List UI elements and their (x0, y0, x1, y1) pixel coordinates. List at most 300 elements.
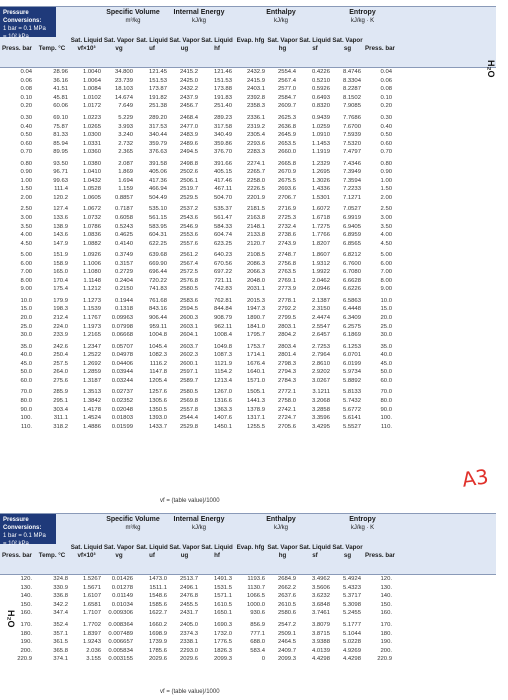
table-cell: 1491.3 (213, 576, 232, 583)
table-cell: 2415.9 (246, 77, 265, 84)
table-cell: 0.20 (20, 103, 32, 110)
table-cell: 1.00 (20, 177, 32, 184)
table-cell: 2569.8 (179, 397, 198, 404)
group-unit: m³/kg (125, 525, 141, 531)
table-cell: 405.06 (148, 169, 167, 176)
table-cell: 0.10 (20, 94, 32, 101)
table-cell: 2338.1 (179, 639, 198, 646)
table-cell: 1.0102 (82, 94, 101, 101)
table-cell: 40.0 (380, 352, 392, 359)
table-cell: 1317.1 (246, 415, 265, 422)
table-cell: 173.87 (148, 86, 167, 93)
table-cell: 1.0836 (82, 232, 101, 239)
table-cell: 1.3513 (82, 389, 101, 396)
table-cell: 361.5 (53, 639, 68, 646)
table-cell: 2716.9 (277, 206, 296, 213)
table-cell: 6.5863 (342, 297, 361, 304)
table-cell: 741.83 (148, 286, 167, 293)
table-cell: 3.9388 (311, 639, 330, 646)
table-cell: 1650.1 (213, 610, 232, 617)
group-title: Specific Volume (106, 516, 160, 523)
col-sg: Sat. Vapor sg (332, 544, 363, 559)
table-cell: 0.30 (380, 115, 392, 121)
table-cell: 376.70 (213, 149, 232, 156)
table-cell: 2665.8 (277, 160, 296, 167)
table-cell: 2763.5 (277, 269, 296, 276)
table-cell: 45.81 (53, 94, 68, 101)
table-row (0, 368, 496, 377)
pressure-conversion-box (0, 514, 56, 547)
table-cell: 2456.7 (179, 103, 198, 110)
table-cell: 2594.5 (179, 306, 198, 313)
table-cell: 2.0462 (311, 277, 330, 284)
table-cell: 0.006657 (108, 639, 133, 646)
table-cell: 2392.8 (246, 94, 265, 101)
table-cell: 535.10 (148, 206, 167, 213)
table-cell: 138.9 (53, 223, 68, 230)
table-cell: 2181.5 (246, 206, 265, 213)
table-cell: 1753.7 (246, 343, 265, 350)
table-cell: 417.46 (213, 177, 232, 184)
table-row (0, 297, 496, 306)
table-cell: 2602.3 (179, 352, 198, 359)
table-cell: 1.5301 (311, 194, 330, 201)
table-cell: 7.7686 (342, 115, 361, 121)
col-hfg: Evap. hfg (236, 544, 265, 551)
table-cell: 359.86 (213, 140, 232, 147)
table-cell: 3.6232 (311, 593, 330, 600)
table-cell: 8.00 (20, 277, 32, 284)
table-cell: 2.6457 (311, 332, 330, 339)
table-row (0, 122, 496, 131)
table-cell: 96.71 (53, 169, 68, 176)
table-cell: 2506.1 (179, 177, 198, 184)
table-cell: 2.732 (118, 140, 133, 147)
table-cell: 7.1271 (342, 194, 361, 201)
table-cell: 2066.3 (246, 269, 265, 276)
table-row (0, 584, 496, 593)
table-cell: 1.0432 (82, 177, 101, 184)
col-temp: Temp. °C (38, 45, 66, 52)
table-cell: 1255.5 (246, 423, 265, 430)
table-cell: 1407.6 (213, 415, 232, 422)
table-cell: 2636.8 (277, 123, 296, 130)
table-cell: 2099.3 (277, 656, 296, 663)
table-cell: 275.6 (53, 377, 68, 384)
table-cell: 6.0199 (342, 360, 361, 367)
table-row (0, 239, 496, 248)
table-cell: 45.0 (380, 360, 392, 367)
table-cell: 2576.8 (179, 277, 198, 284)
table-cell: 1.2692 (82, 360, 101, 367)
table-cell: 2031.1 (246, 286, 265, 293)
table-cell: 5.2455 (342, 610, 361, 617)
table-cell: 2693.6 (277, 186, 296, 193)
table-cell: 0.90 (380, 169, 392, 176)
col-sf: Sat. Liquid sf (299, 544, 331, 559)
table-row (0, 285, 496, 294)
table-cell: 2.365 (118, 149, 133, 156)
table-cell: 25.0 (20, 323, 32, 330)
table-cell: 1.7275 (311, 223, 330, 230)
table-cell: 160. (380, 610, 392, 617)
table-cell: 2546.9 (179, 223, 198, 230)
table-cell: 34.800 (114, 69, 133, 76)
table-cell: 7.4797 (342, 149, 361, 156)
table-row (0, 277, 496, 286)
table-cell: 5.3098 (342, 601, 361, 608)
table-cell: 2609.7 (277, 103, 296, 110)
table-cell: 417.36 (148, 177, 167, 184)
table-row (0, 629, 496, 638)
table-cell: 1571.1 (213, 593, 232, 600)
table-cell: 5.7432 (342, 397, 361, 404)
table-cell: 7.4346 (342, 160, 361, 167)
table-cell: 9.00 (20, 286, 32, 293)
table-cell: 2724.7 (277, 415, 296, 422)
table-cell: 1.1006 (82, 260, 101, 267)
table-cell: 191.82 (148, 94, 167, 101)
table-cell: 2557.8 (179, 406, 198, 413)
table-cell: 2483.9 (179, 132, 198, 139)
table-cell: 930.6 (250, 610, 265, 617)
table-cell: 2572.5 (179, 269, 198, 276)
table-cell: 8.4746 (342, 69, 361, 76)
table-cell: 2584.7 (277, 94, 296, 101)
table-cell: 1.4886 (82, 423, 101, 430)
table-cell: 3.993 (118, 123, 133, 130)
table-cell: 1.4524 (82, 415, 101, 422)
table-cell: 151.53 (148, 77, 167, 84)
table-cell: 844.84 (213, 306, 232, 313)
table-row (0, 621, 496, 630)
table-cell: 2794.3 (277, 369, 296, 376)
col-vf: Sat. Liquid vf×10³ (70, 544, 103, 559)
table-cell: 2804.2 (277, 332, 296, 339)
table-cell: 1257.6 (148, 389, 167, 396)
table-cell: 1.2329 (311, 160, 330, 167)
group-unit: kJ/kg (191, 18, 206, 24)
table-cell: 140. (380, 593, 392, 600)
table-cell: 2675.5 (277, 177, 296, 184)
table-cell: 1.2695 (311, 169, 330, 176)
table-cell: 2437.9 (179, 94, 198, 101)
table-cell: 5.229 (118, 115, 133, 121)
table-cell: 2600.1 (179, 360, 198, 367)
table-cell: 35.0 (380, 343, 392, 350)
table-cell: 962.11 (214, 323, 232, 330)
table-cell: 1116.2 (149, 360, 167, 367)
table-cell: 2580.5 (179, 286, 198, 293)
table-cell: 264.0 (53, 369, 68, 376)
table-cell: 1585.6 (148, 601, 167, 608)
table-cell: 0.3157 (114, 260, 133, 267)
table-cell: 1548.6 (148, 593, 167, 600)
table-row (0, 322, 496, 331)
table-cell: 0.7187 (114, 206, 133, 213)
table-row (0, 305, 496, 314)
table-cell: 110. (380, 423, 392, 430)
table-cell: 5.4924 (342, 576, 361, 583)
table-cell: 2029.6 (148, 656, 167, 663)
table-cell: 1.0672 (82, 206, 101, 213)
table-cell: 2544.4 (179, 415, 198, 422)
table-cell: 0.20 (380, 103, 392, 110)
table-cell: 1.50 (20, 186, 32, 193)
table-cell: 1.0528 (82, 186, 101, 193)
table-cell: 180. (380, 630, 392, 637)
table-cell: 7.9085 (342, 103, 361, 110)
table-cell: 70.0 (20, 389, 32, 396)
table-cell: 2773.9 (277, 286, 296, 293)
table-cell: 720.22 (148, 277, 167, 284)
table-cell: 1.0064 (82, 77, 101, 84)
table-cell: 7.5320 (342, 140, 361, 147)
table-cell: 6.0701 (342, 352, 361, 359)
table-cell: 5.3717 (342, 593, 361, 600)
table-row (0, 592, 496, 601)
table-cell: 584.33 (213, 223, 232, 230)
table-row (0, 360, 496, 369)
group-internal-energy (166, 9, 232, 25)
table-cell: 20.0 (20, 315, 32, 322)
table-cell: 150. (20, 601, 32, 608)
table-cell: 1121.9 (214, 360, 232, 367)
table-cell: 2529.8 (179, 423, 198, 430)
table-cell: 4.4298 (342, 656, 361, 663)
table-cell: 160. (20, 610, 32, 617)
table-cell: 3.155 (86, 656, 101, 663)
table-cell: 2120.7 (246, 240, 265, 247)
table-cell: 2653.5 (277, 140, 296, 147)
table-cell: 2.50 (20, 206, 32, 213)
table-cell: 0.1944 (114, 297, 133, 304)
table-cell: 0.8320 (311, 103, 330, 110)
table-cell: 220.9 (17, 656, 32, 663)
group-unit: kJ/kg · K (350, 18, 375, 24)
table-cell: 1.8207 (311, 240, 330, 247)
table-cell: 1795.7 (246, 332, 265, 339)
table-cell: 906.44 (148, 315, 167, 322)
table-cell: 120.2 (53, 194, 68, 201)
table-cell: 2163.8 (246, 215, 265, 222)
table-cell: 30.0 (20, 332, 32, 339)
table-cell: 2476.8 (179, 593, 198, 600)
table-cell: 2432.9 (246, 69, 265, 76)
table-row (0, 414, 496, 423)
table-cell: 2.3150 (311, 306, 330, 313)
table-cell: 2265.7 (246, 169, 265, 176)
group-specific-volume (100, 9, 166, 25)
table-cell: 2529.5 (179, 194, 198, 201)
table-cell: 1.2859 (82, 369, 101, 376)
table-cell: 23.739 (114, 77, 133, 84)
table-cell: 0.60 (20, 140, 32, 147)
table-cell: 2580.5 (179, 389, 198, 396)
table-row (0, 159, 496, 168)
table-cell: 251.38 (148, 103, 167, 110)
table-cell: 6.1869 (342, 332, 361, 339)
table-cell: 2403.1 (246, 86, 265, 93)
table-header (0, 6, 496, 68)
table-cell: 1.7766 (311, 232, 330, 239)
table-cell: 100. (20, 415, 32, 422)
table-cell: 1511.1 (149, 584, 167, 591)
table-cell: 1.0259 (311, 123, 330, 130)
table-cell: 285.9 (53, 389, 68, 396)
table-cell: 0.4625 (114, 232, 133, 239)
table-row (0, 251, 496, 260)
table-cell: 2133.8 (246, 232, 265, 239)
table-cell: 3.6848 (311, 601, 330, 608)
table-cell: 1.2347 (82, 343, 101, 350)
table-row (0, 131, 496, 140)
table-cell: 60.06 (53, 103, 68, 110)
table-row (0, 139, 496, 148)
table-cell: 4.50 (380, 240, 392, 247)
table-cell: 89.95 (53, 149, 68, 156)
group-title: Specific Volume (106, 9, 160, 16)
table-cell: 2798.3 (277, 360, 296, 367)
table-cell: 1213.4 (213, 377, 232, 384)
table-cell: 1.0926 (82, 252, 101, 259)
table-cell: 1.8607 (311, 252, 330, 259)
table-cell: 1378.9 (246, 406, 265, 413)
table-cell: 1.694 (118, 177, 133, 184)
table-row (0, 205, 496, 214)
table-cell: 2660.0 (277, 149, 296, 156)
table-cell: 5.00 (380, 252, 392, 259)
table-cell: 2769.1 (277, 277, 296, 284)
table-cell: 0.01278 (111, 584, 133, 591)
table-cell: 3.7461 (311, 610, 330, 617)
col-sg: Sat. Vapor sg (332, 37, 363, 52)
table-cell: 0.06668 (111, 332, 133, 339)
table-cell: 6.6226 (342, 286, 361, 293)
table-cell: 0.10 (380, 94, 392, 101)
table-cell: 303.4 (53, 406, 68, 413)
table-cell: 85.94 (53, 140, 68, 147)
table-cell: 200. (380, 647, 392, 654)
table-cell: 1305.6 (148, 397, 167, 404)
table-cell: 8.1502 (342, 94, 361, 101)
table-cell: 347.4 (53, 610, 68, 617)
table-cell: 0.6493 (311, 94, 330, 101)
table-cell: 1.0605 (82, 194, 101, 201)
table-cell: 2409.7 (277, 647, 296, 654)
table-cell: 1.0172 (82, 103, 101, 110)
table-cell: 1450.1 (213, 423, 232, 430)
table-cell: 6.9405 (342, 223, 361, 230)
table-cell: 0.80 (20, 160, 32, 167)
table-cell: 2.00 (20, 194, 32, 201)
table-cell: 2547.2 (277, 622, 296, 628)
table-cell: 5.00 (20, 252, 32, 259)
table-cell: 151.9 (53, 252, 68, 259)
table-cell: 0.8857 (114, 194, 133, 201)
table-cell: 1.50 (380, 186, 392, 193)
table-cell: 2778.1 (277, 297, 296, 304)
table-cell: 604.31 (148, 232, 167, 239)
table-cell: 1.9243 (82, 639, 101, 646)
table-cell: 324.8 (53, 576, 68, 583)
table-cell: 6.1253 (342, 343, 361, 350)
table-cell: 2567.4 (277, 77, 296, 84)
table-cell: 1.1212 (82, 286, 101, 293)
table-cell: 2431.7 (179, 610, 198, 617)
table-cell: 90.0 (380, 406, 392, 413)
table-cell: 15.0 (380, 306, 392, 313)
table-cell: 1154.2 (214, 369, 232, 376)
table-cell: 2732.4 (277, 223, 296, 230)
table-cell: 2.7253 (311, 343, 330, 350)
group-entropy (330, 9, 395, 25)
table-cell: 4.4298 (311, 656, 330, 663)
table-cell: 6.7600 (342, 260, 361, 267)
table-cell: 1.0084 (82, 86, 101, 93)
table-cell: 2455.5 (179, 601, 198, 608)
table-cell: 1947.3 (246, 306, 265, 313)
table-cell: 121.46 (213, 69, 232, 76)
table-cell: 742.83 (213, 286, 232, 293)
table-cell: 357.1 (53, 630, 68, 637)
group-title: Enthalpy (266, 9, 296, 16)
table-cell: 2803.4 (277, 343, 296, 350)
table-cell: 2604.1 (179, 332, 198, 339)
table-cell: 30.0 (380, 332, 392, 339)
table-cell: 0.60 (380, 140, 392, 147)
table-cell: 352.4 (53, 622, 68, 628)
table-cell: 669.90 (148, 260, 167, 267)
table-cell: 2583.6 (179, 297, 198, 304)
table-cell: 2603.1 (179, 323, 198, 330)
table-cell: 0.007489 (108, 630, 133, 637)
table-cell: 2.9202 (311, 369, 330, 376)
table-cell: 2048.0 (246, 277, 265, 284)
table-cell: 2.00 (380, 194, 392, 201)
table-cell: 2705.6 (277, 423, 296, 430)
table-cell: 2725.3 (277, 215, 296, 222)
table-cell: 2489.6 (179, 140, 198, 147)
table-cell: 2293.6 (246, 140, 265, 147)
table-cell: 2.50 (380, 206, 392, 213)
table-row (0, 222, 496, 231)
table-cell: 1.869 (118, 169, 133, 176)
table-cell: 583.95 (148, 223, 167, 230)
table-cell: 0.50 (380, 132, 392, 139)
table-cell: 374.1 (53, 656, 68, 663)
table-row (0, 609, 496, 618)
table-cell: 1505.1 (246, 389, 265, 396)
table-cell: 2.5547 (311, 323, 330, 330)
table-cell: 2784.3 (277, 377, 296, 384)
table-cell: 1.0786 (82, 223, 101, 230)
table-cell: 1.0882 (82, 240, 101, 247)
col-press-right: Press. bar (365, 552, 395, 559)
group-title: Entropy (349, 9, 376, 16)
table-row (0, 601, 496, 610)
table-cell: 1.8397 (82, 630, 101, 637)
table-cell: 1.0265 (82, 123, 101, 130)
conversion-title: Pressure Conversions: (3, 517, 42, 531)
table-cell: 0.50 (20, 132, 32, 139)
handwritten-mark: A3 (460, 464, 490, 492)
table-cell: 200. (20, 647, 32, 654)
table-row (0, 331, 496, 340)
conversion-line-1: 1 bar = 0.1 MPa (3, 533, 46, 539)
table-cell: 561.47 (213, 215, 232, 222)
table-cell: 856.9 (250, 622, 265, 628)
